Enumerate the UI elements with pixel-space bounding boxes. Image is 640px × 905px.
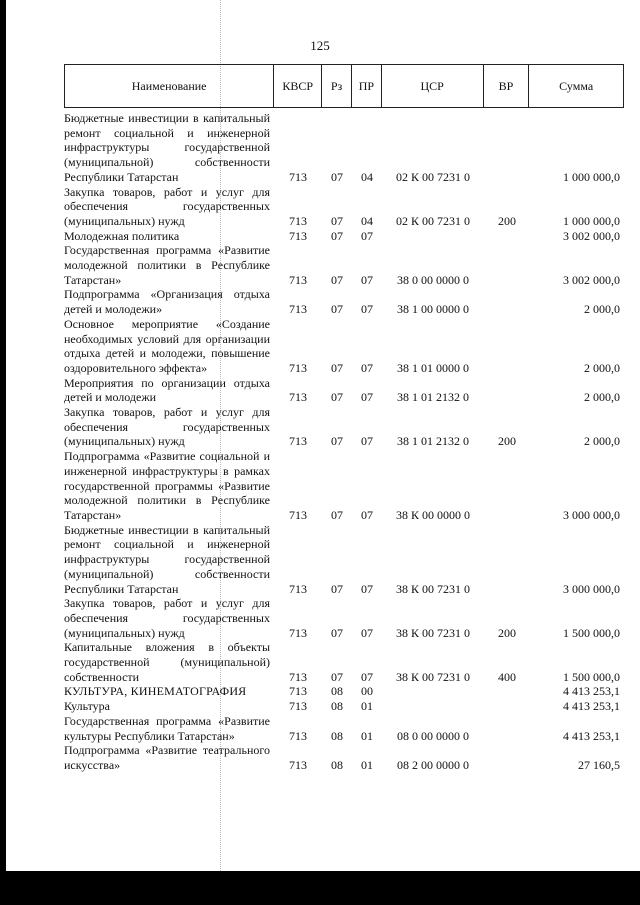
cell-sum: 4 413 253,1 (563, 699, 620, 714)
header-vr: ВР (484, 65, 530, 107)
table-row (64, 523, 624, 597)
cell-kvsr: 713 (289, 757, 307, 772)
cell-name: Капитальные вложения в объекты государственной (муниципальной) собственности (64, 640, 270, 684)
cell-sum: 1 000 000,0 (563, 213, 620, 228)
table-row (64, 640, 624, 684)
cell-rz: 07 (331, 213, 343, 228)
cell-kvsr: 713 (289, 169, 307, 184)
cell-csr: 38 К 00 0000 0 (395, 507, 470, 522)
table-row (64, 405, 624, 449)
table-row (64, 699, 624, 714)
cell-pr: 01 (361, 757, 373, 772)
table-row (64, 111, 624, 185)
table-row (64, 287, 624, 316)
scan-bottom-edge (0, 871, 640, 905)
cell-pr: 04 (361, 169, 373, 184)
cell-rz: 08 (331, 684, 343, 699)
cell-kvsr: 713 (289, 360, 307, 375)
cell-kvsr: 713 (289, 699, 307, 714)
cell-sum: 2 000,0 (584, 390, 620, 405)
cell-kvsr: 713 (289, 390, 307, 405)
cell-kvsr: 713 (289, 581, 307, 596)
header-pr: ПР (352, 65, 382, 107)
cell-sum: 1 500 000,0 (563, 669, 620, 684)
cell-csr: 38 0 00 0000 0 (397, 272, 469, 287)
cell-name: Бюджетные инвестиции в капитальный ремонт социальной и инженерной инфраструктуры государственной (муниципальной) собственности Республики Татарстан (64, 522, 270, 596)
cell-sum: 1 500 000,0 (563, 625, 620, 640)
cell-name: Закупка товаров, работ и услуг для обеспечения государственных (муниципальных) нужд (64, 405, 270, 449)
table-row (64, 317, 624, 376)
cell-rz: 07 (331, 669, 343, 684)
table-body (64, 111, 624, 773)
cell-vr: 200 (498, 625, 516, 640)
cell-name: Закупка товаров, работ и услуг для обеспечения государственных (муниципальных) нужд (64, 596, 270, 640)
cell-name: Бюджетные инвестиции в капитальный ремонт социальной и инженерной инфраструктуры государственной (муниципальной) собственности Республики Татарстан (64, 111, 270, 184)
cell-rz: 07 (331, 625, 343, 640)
table-row (64, 596, 624, 640)
cell-csr: 08 0 00 0000 0 (397, 728, 469, 743)
table-row (64, 743, 624, 772)
cell-pr: 07 (361, 228, 373, 243)
cell-pr: 07 (361, 669, 373, 684)
cell-pr: 07 (361, 507, 373, 522)
cell-csr: 38 1 01 0000 0 (397, 360, 469, 375)
cell-csr: 38 1 01 2132 0 (397, 390, 469, 405)
cell-sum: 3 002 000,0 (563, 228, 620, 243)
cell-pr: 01 (361, 699, 373, 714)
header-sum: Сумма (559, 78, 594, 93)
cell-sum: 3 000 000,0 (563, 507, 620, 522)
table-row (64, 229, 624, 244)
cell-name: Подпрограмма «Развитие социальной и инженерной инфраструктуры в рамках государственной программы «Развитие молодежной политики в Республике Татарстан» (64, 449, 270, 522)
cell-csr: 38 К 00 7231 0 (395, 669, 470, 684)
table-row (64, 714, 624, 743)
cell-name: КУЛЬТУРА, КИНЕМАТОГРАФИЯ (64, 684, 247, 699)
cell-sum: 1 000 000,0 (563, 169, 620, 184)
cell-kvsr: 713 (289, 228, 307, 243)
cell-kvsr: 713 (289, 625, 307, 640)
cell-pr: 07 (361, 272, 373, 287)
cell-pr: 07 (361, 360, 373, 375)
cell-rz: 08 (331, 757, 343, 772)
cell-csr: 38 1 00 0000 0 (397, 302, 469, 317)
cell-rz: 07 (331, 581, 343, 596)
cell-rz: 07 (331, 228, 343, 243)
cell-name: Культура (64, 699, 110, 714)
cell-rz: 08 (331, 699, 343, 714)
cell-vr: 200 (498, 213, 516, 228)
table-row (64, 185, 624, 229)
cell-kvsr: 713 (289, 507, 307, 522)
cell-rz: 07 (331, 434, 343, 449)
cell-sum: 27 160,5 (578, 757, 620, 772)
cell-name: Закупка товаров, работ и услуг для обеспечения государственных (муниципальных) нужд (64, 184, 270, 228)
cell-rz: 07 (331, 507, 343, 522)
cell-rz: 07 (331, 169, 343, 184)
cell-csr: 02 К 00 7231 0 (395, 169, 470, 184)
cell-name: Государственная программа «Развитие культуры Республики Татарстан» (64, 713, 270, 743)
cell-kvsr: 713 (289, 213, 307, 228)
cell-pr: 07 (361, 434, 373, 449)
cell-vr: 200 (498, 434, 516, 449)
table-row (64, 684, 624, 699)
cell-kvsr: 713 (289, 272, 307, 287)
table-row (64, 243, 624, 287)
cell-pr: 07 (361, 302, 373, 317)
cell-kvsr: 713 (289, 434, 307, 449)
cell-name: Мероприятия по организации отдыха детей и молодежи (64, 375, 270, 405)
page-number: 125 (310, 38, 330, 53)
cell-rz: 07 (331, 302, 343, 317)
cell-rz: 07 (331, 360, 343, 375)
cell-rz: 07 (331, 272, 343, 287)
cell-csr: 38 К 00 7231 0 (395, 581, 470, 596)
header-csr: ЦСР (382, 65, 484, 107)
cell-pr: 07 (361, 581, 373, 596)
cell-pr: 07 (361, 625, 373, 640)
cell-kvsr: 713 (289, 669, 307, 684)
table-row (64, 449, 624, 523)
cell-name: Государственная программа «Развитие молодежной политики в Республике Татарстан» (64, 243, 270, 287)
cell-name: Подпрограмма «Организация отдыха детей и молодежи» (64, 287, 270, 317)
cell-sum: 3 000 000,0 (563, 581, 620, 596)
cell-name: Молодежная политика (64, 228, 180, 243)
header-rz: Рз (322, 65, 352, 107)
cell-pr: 07 (361, 390, 373, 405)
cell-name: Основное мероприятие «Создание необходимых условий для организации отдыха детей и молодежи, повышение оздоровительного эффекта» (64, 316, 270, 375)
cell-csr: 02 К 00 7231 0 (395, 213, 470, 228)
cell-name: Подпрограмма «Развитие театрального искусства» (64, 743, 270, 772)
cell-sum: 4 413 253,1 (563, 728, 620, 743)
cell-csr: 08 2 00 0000 0 (397, 757, 469, 772)
cell-sum: 3 002 000,0 (563, 272, 620, 287)
table-row (64, 376, 624, 405)
cell-rz: 08 (331, 728, 343, 743)
cell-kvsr: 713 (289, 728, 307, 743)
cell-vr: 400 (498, 669, 516, 684)
table-header (64, 64, 624, 108)
cell-pr: 00 (361, 684, 373, 699)
cell-csr: 38 1 01 2132 0 (397, 434, 469, 449)
cell-rz: 07 (331, 390, 343, 405)
cell-kvsr: 713 (289, 684, 307, 699)
cell-kvsr: 713 (289, 302, 307, 317)
cell-csr: 38 К 00 7231 0 (395, 625, 470, 640)
header-kvsr: КВСР (274, 65, 322, 107)
cell-pr: 04 (361, 213, 373, 228)
scan-left-edge (0, 0, 6, 905)
cell-sum: 2 000,0 (584, 302, 620, 317)
cell-sum: 2 000,0 (584, 360, 620, 375)
header-name: Наименование (65, 65, 274, 107)
cell-sum: 4 413 253,1 (563, 684, 620, 699)
cell-pr: 01 (361, 728, 373, 743)
cell-sum: 2 000,0 (584, 434, 620, 449)
